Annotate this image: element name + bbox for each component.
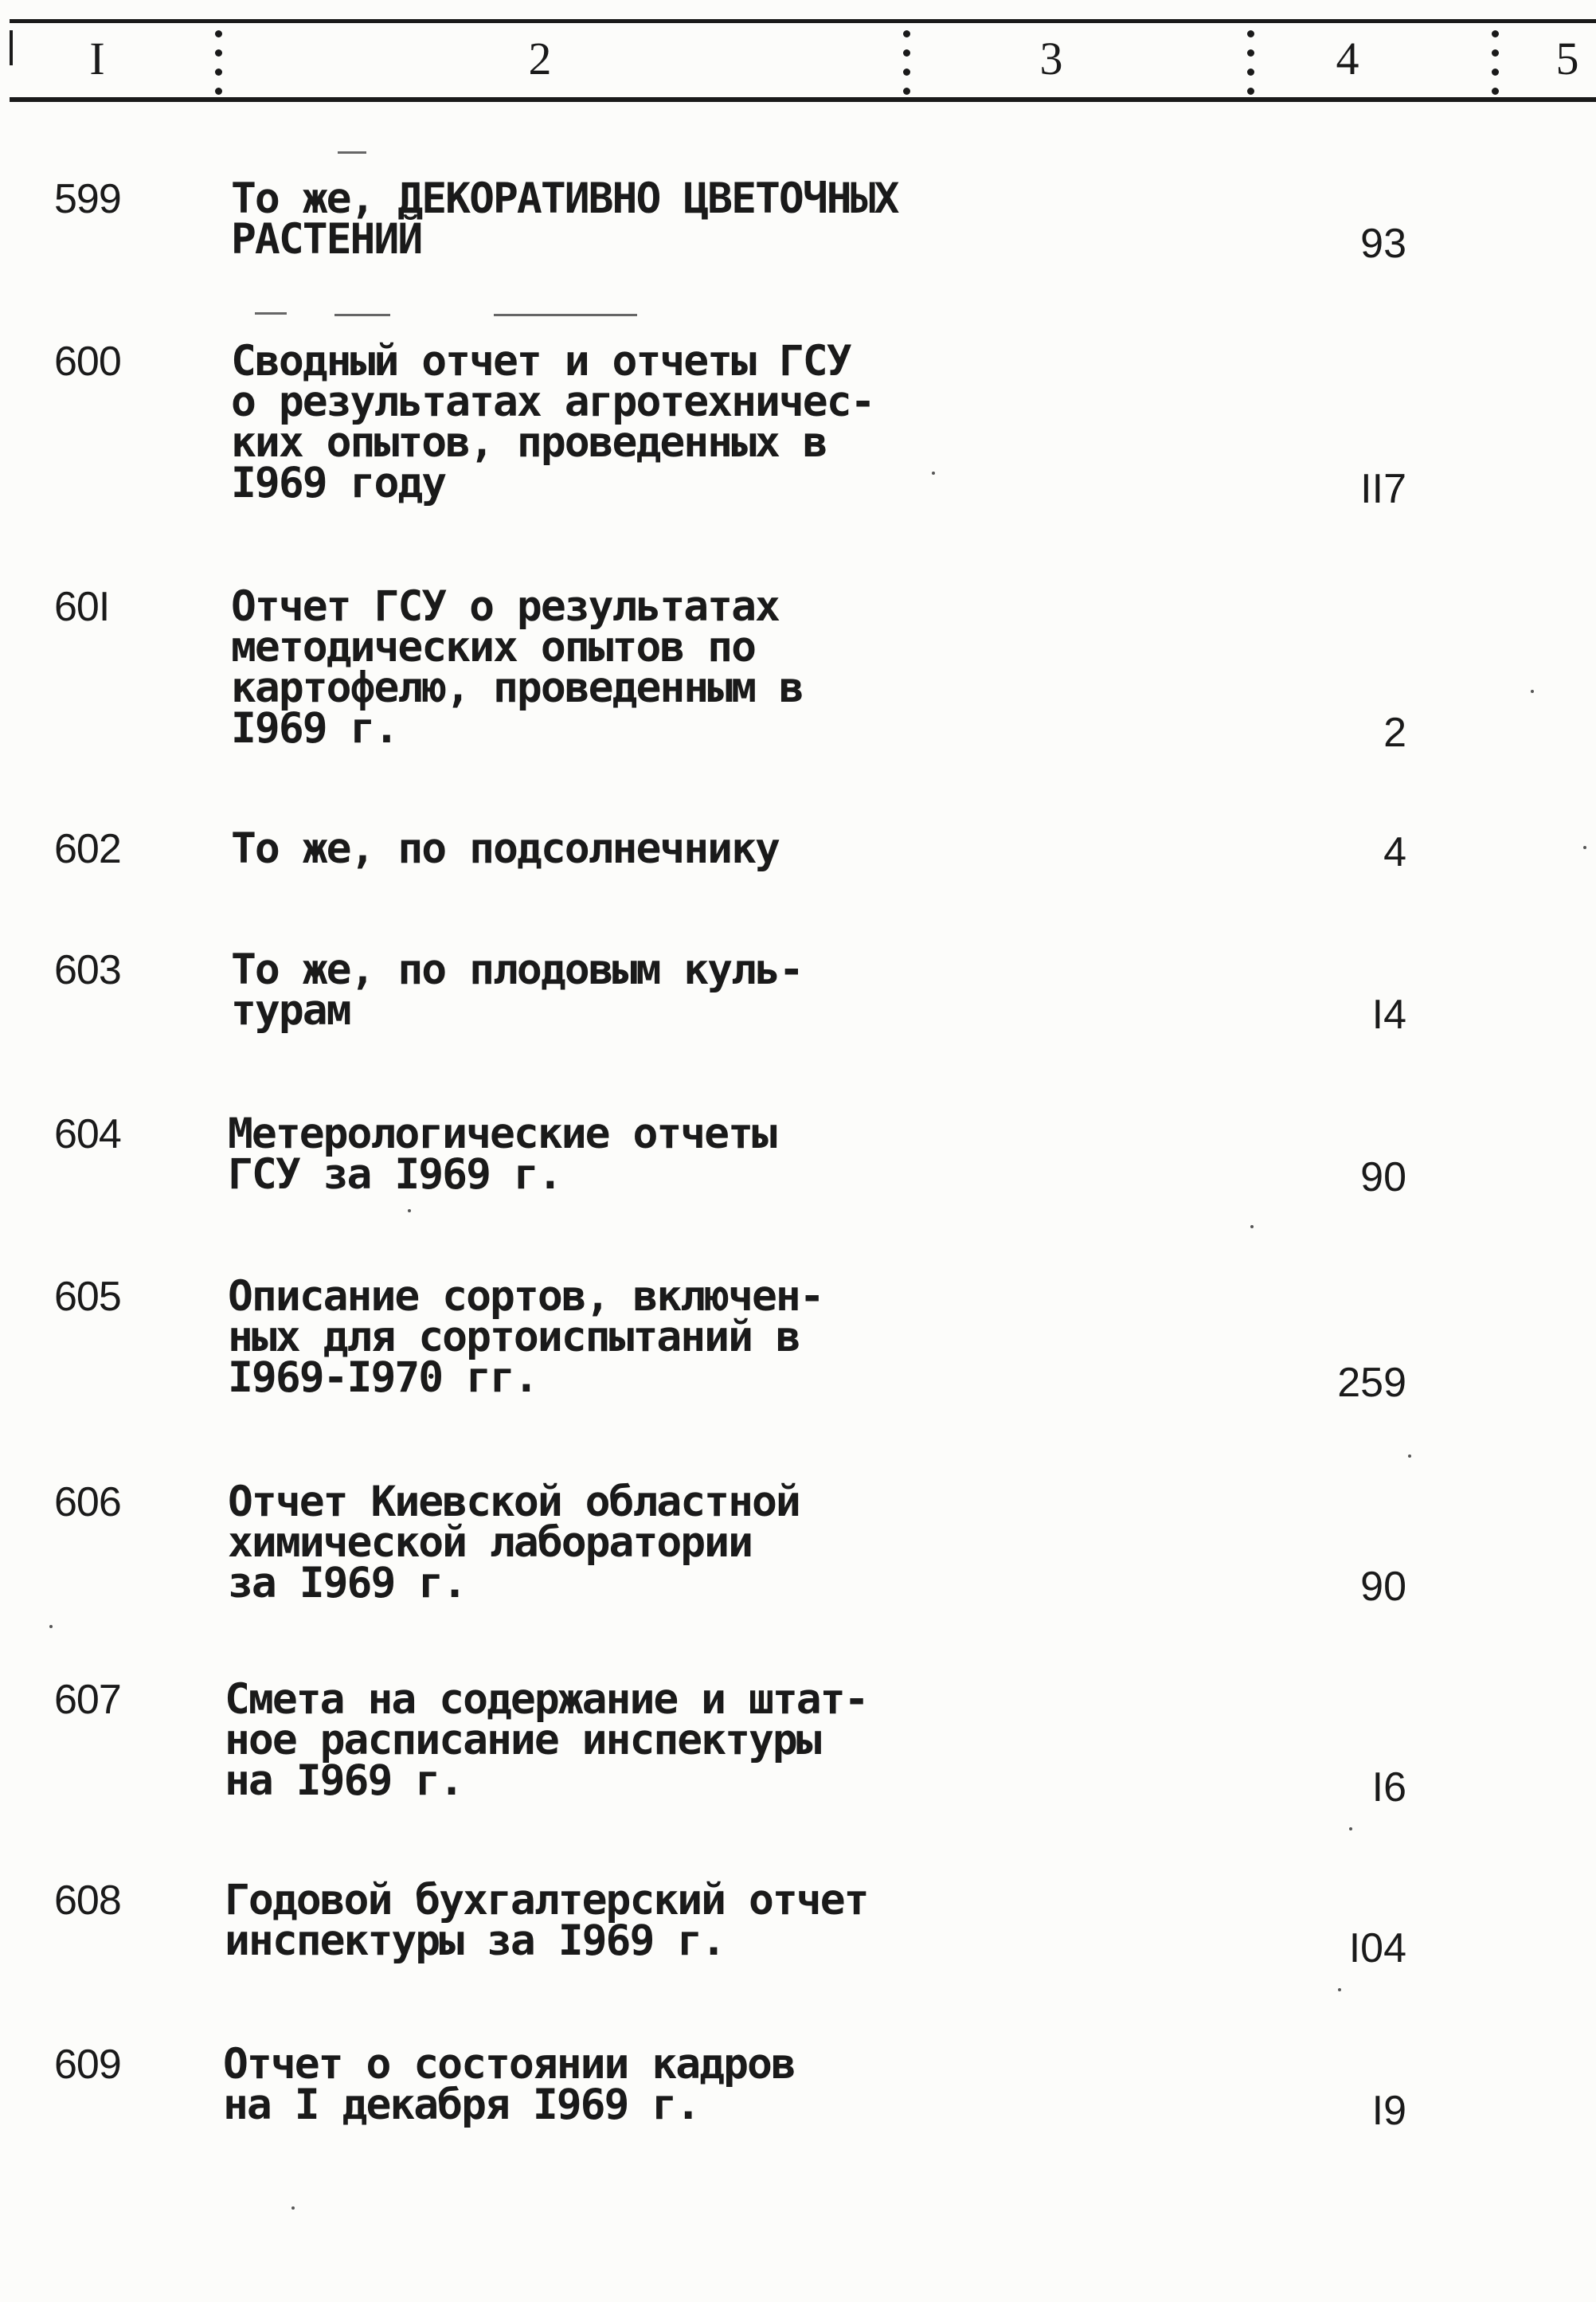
item-number: 605 xyxy=(54,1274,121,1320)
item-title-line: Сводный отчет и отчеты ГСУ xyxy=(231,337,851,386)
item-title-line: ное расписание инспектуры xyxy=(225,1716,820,1764)
scan-mark xyxy=(291,2206,295,2210)
item-title-line: Описание сортов, включен- xyxy=(228,1272,823,1321)
item-title-line: ных для сортоиспытаний в xyxy=(228,1313,800,1361)
item-number: 609 xyxy=(54,2042,121,2088)
scan-mark xyxy=(1583,846,1586,849)
sheet-count: 90 xyxy=(1360,1154,1406,1200)
column-separator xyxy=(1492,30,1500,96)
column-separator xyxy=(1247,30,1255,96)
item-title-line: Годовой бухгалтерский отчет xyxy=(225,1876,868,1924)
item-number: 599 xyxy=(54,176,121,222)
item-title-line: То же, ДЕКОРАТИВНО ЦВЕТОЧНЫХ xyxy=(231,174,898,223)
item-title-line: инспектуры за I969 г. xyxy=(225,1916,726,1965)
sheet-count: I6 xyxy=(1371,1764,1406,1811)
item-number: 600 xyxy=(54,339,121,385)
sheet-count: II7 xyxy=(1360,466,1406,512)
scan-mark xyxy=(1349,1827,1352,1830)
item-title-line: Метерологические отчеты xyxy=(228,1110,776,1158)
item-title-line: картофелю, проведенным в xyxy=(231,664,803,712)
item-number: 604 xyxy=(54,1111,121,1157)
item-title xyxy=(231,337,980,507)
scan-mark xyxy=(932,472,935,475)
item-title-line: I969 г. xyxy=(231,704,398,753)
item-title-line: Отчет о состоянии кадров xyxy=(223,2040,795,2089)
item-title xyxy=(228,1478,976,1607)
item-number: 608 xyxy=(54,1877,121,1924)
sheet-count: I4 xyxy=(1371,992,1406,1038)
sheet-count: 93 xyxy=(1360,221,1406,267)
item-title-line: I969-I970 гг. xyxy=(228,1353,538,1402)
item-title-line: о результатах агротехничес- xyxy=(231,378,874,426)
item-title-line: на I декабря I969 г. xyxy=(223,2081,700,2129)
item-title-line: ГСУ за I969 г. xyxy=(228,1150,561,1199)
scan-mark xyxy=(1408,1454,1411,1458)
item-title xyxy=(228,1110,976,1199)
item-title-line: I969 году xyxy=(231,459,446,507)
item-number: 603 xyxy=(54,947,121,993)
item-title xyxy=(225,1876,973,1965)
item-title-line: То же, по подсолнечнику xyxy=(231,824,779,873)
sheet-count: 259 xyxy=(1337,1360,1406,1406)
sheet-count: I9 xyxy=(1371,2088,1406,2134)
item-title xyxy=(231,945,980,1035)
scan-mark xyxy=(1338,1988,1341,1991)
column-separator xyxy=(215,30,223,96)
header-top-rule xyxy=(10,19,1596,23)
item-title-line: химической лаборатории xyxy=(228,1518,752,1567)
column-header-4: 4 xyxy=(1336,33,1359,84)
item-title-line: Отчет ГСУ о результатах xyxy=(231,582,779,631)
column-separator xyxy=(903,30,911,96)
scan-mark xyxy=(255,312,287,315)
item-title xyxy=(231,824,980,873)
item-title xyxy=(228,1272,976,1402)
scan-mark xyxy=(338,151,366,154)
item-title-line: ких опытов, проведенных в xyxy=(231,418,827,467)
item-title xyxy=(231,582,980,753)
scan-mark xyxy=(494,314,637,316)
item-number: 60I xyxy=(54,584,110,630)
item-number: 607 xyxy=(54,1677,121,1723)
item-title-line: Смета на содержание и штат- xyxy=(225,1675,868,1724)
scan-mark xyxy=(334,314,390,316)
column-header-2: 2 xyxy=(528,33,552,84)
item-title-line: турам xyxy=(231,986,350,1035)
item-title xyxy=(223,2040,972,2129)
item-title-line: на I969 г. xyxy=(225,1756,464,1805)
header-bottom-rule xyxy=(10,97,1596,102)
sheet-count: 2 xyxy=(1383,710,1406,756)
header-left-border xyxy=(10,30,13,65)
scan-mark xyxy=(1250,1225,1254,1228)
sheet-count: I04 xyxy=(1348,1925,1406,1971)
column-header-3: 3 xyxy=(1039,33,1063,84)
item-title-line: То же, по плодовым куль- xyxy=(231,945,803,994)
item-title-line: Отчет Киевской областной xyxy=(228,1478,800,1526)
scan-mark xyxy=(1531,690,1534,693)
item-title xyxy=(231,174,980,264)
column-header-1: I xyxy=(89,33,105,84)
item-number: 606 xyxy=(54,1479,121,1525)
item-title-line: за I969 г. xyxy=(228,1559,467,1607)
item-title-line: РАСТЕНИЙ xyxy=(231,215,422,264)
sheet-count: 4 xyxy=(1383,829,1406,875)
sheet-count: 90 xyxy=(1360,1564,1406,1610)
scan-mark xyxy=(408,1209,411,1212)
item-number: 602 xyxy=(54,826,121,872)
item-title xyxy=(225,1675,973,1805)
scan-mark xyxy=(49,1625,53,1628)
column-header-5: 5 xyxy=(1555,33,1579,84)
item-title-line: методических опытов по xyxy=(231,623,755,671)
